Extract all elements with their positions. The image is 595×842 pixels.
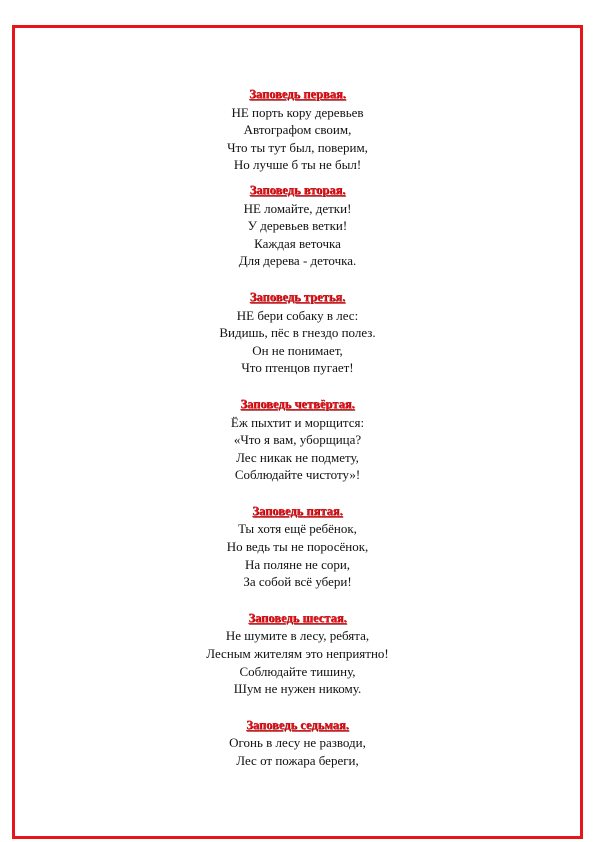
stanza-4 xyxy=(0,396,595,484)
stanza-line: Но лучше б ты не был! xyxy=(233,157,362,173)
stanza-line: НЕ бери собаку в лес: xyxy=(236,307,359,323)
stanza-line: Что птенцов пугает! xyxy=(241,360,354,376)
stanza-heading: Заповедь вторая. xyxy=(249,182,346,197)
stanza-line: У деревьев ветки! xyxy=(247,218,348,234)
stanza-line: Огонь в лесу не разводи, xyxy=(229,735,366,751)
stanza-line: Что ты тут был, поверим, xyxy=(227,139,368,155)
stanza-line: Каждая веточка xyxy=(254,235,341,251)
stanza-2 xyxy=(0,182,595,270)
stanza-line: Лес от пожара береги, xyxy=(236,753,359,768)
stanza-line: Он не понимает, xyxy=(252,342,343,358)
stanza-line: НЕ ломайте, детки! xyxy=(243,200,352,216)
stanza-line: Соблюдайте чистоту»! xyxy=(234,467,361,483)
stanza-3 xyxy=(0,289,595,377)
stanza-line: На поляне не сори, xyxy=(244,556,351,572)
stanza-heading: Заповедь седьмая. xyxy=(246,717,349,732)
stanza-line: Не шумите в лесу, ребята, xyxy=(225,628,370,644)
stanza-line: Для дерева - деточка. xyxy=(238,253,357,269)
stanza-line: Лес никак не подмету, xyxy=(236,449,359,465)
stanza-line: За собой всё убери! xyxy=(243,574,352,590)
stanza-line: Лесным жителям это неприятно! xyxy=(206,646,389,662)
stanza-line: Ты хотя ещё ребёнок, xyxy=(238,521,357,537)
stanza-line: Шум не нужен никому. xyxy=(233,681,362,697)
stanza-5 xyxy=(0,503,595,591)
stanza-6 xyxy=(0,610,595,698)
stanza-heading: Заповедь третья. xyxy=(249,289,346,304)
stanza-line: «Что я вам, уборщица? xyxy=(233,432,362,448)
stanza-line: Видишь, пёс в гнездо полез. xyxy=(219,325,376,341)
stanza-line: НЕ порть кору деревьев xyxy=(231,104,364,120)
stanza-1 xyxy=(0,86,595,174)
poem-document xyxy=(0,86,595,770)
stanza-heading: Заповедь первая. xyxy=(249,87,346,101)
stanza-line: Соблюдайте тишину, xyxy=(239,663,356,679)
stanza-heading: Заповедь пятая. xyxy=(252,503,343,518)
stanza-line: Но ведь ты не поросёнок, xyxy=(226,539,369,555)
stanza-line: Ёж пыхтит и морщится: xyxy=(230,414,365,430)
stanza-line: Автографом своим, xyxy=(243,122,352,138)
stanza-heading: Заповедь четвёртая. xyxy=(240,396,355,411)
stanza-7 xyxy=(0,717,595,770)
stanza-heading: Заповедь шестая. xyxy=(248,610,347,625)
